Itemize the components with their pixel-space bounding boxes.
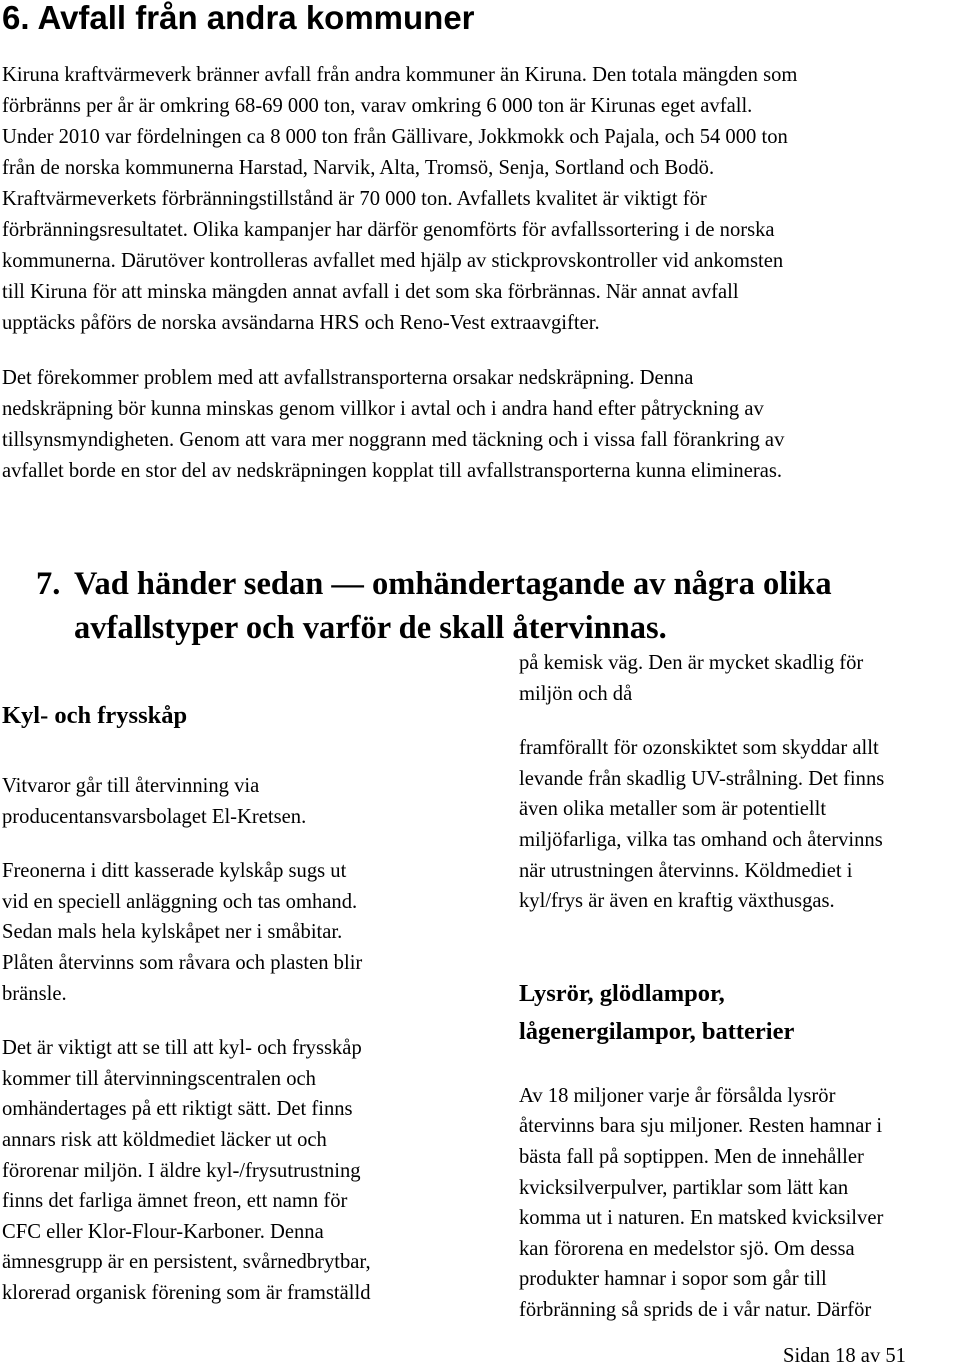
section-6-paragraph-2 <box>2 363 958 487</box>
text-line: Lysrör, glödlampor, <box>519 979 725 1007</box>
text-line: bästa fall på soptippen. Men de innehåller <box>519 1145 864 1168</box>
text-line: förbränns per år är omkring 68-69 000 ton, varav omkring 6 000 ton är Kirunas eget avfall. <box>2 95 753 117</box>
fridge-freezer-heading: Kyl- och frysskåp <box>2 702 188 729</box>
text-line: produkter hamnar i sopor som går till <box>519 1268 827 1291</box>
text-line: ämnesgrupp är en persistent, svårnedbrytbar, <box>2 1251 371 1274</box>
text-line: förbränningsresultatet. Olika kampanjer har därför genomförts för avfallssortering i de norska <box>2 219 775 241</box>
right-paragraph-2 <box>519 733 960 917</box>
text-line: avfallet borde en stor del av nedskräpningen kopplat till avfallstransporterna kunna elimineras. <box>2 460 783 482</box>
text-line: omhändertages på ett riktigt sätt. Det finns <box>2 1098 353 1121</box>
text-line: på kemisk väg. Den är mycket skadlig för <box>519 652 864 674</box>
right-column <box>519 648 960 1326</box>
text-line: miljön och då <box>519 682 633 705</box>
text-line: förbränning så sprids de i vår natur. Därför <box>519 1298 872 1321</box>
section-7-number: 7. <box>36 566 61 602</box>
text-line: vid en speciell anläggning och tas omhand. <box>2 890 358 913</box>
text-line: till Kiruna för att minska mängden annat avfall i det som ska förbrännas. När annat avfall <box>2 281 739 303</box>
text-line: återvinns bara sju miljoner. Resten hamnar i <box>519 1115 883 1138</box>
text-line: kommer till återvinningscentralen och <box>2 1067 316 1090</box>
text-line: Kiruna kraftvärmeverk bränner avfall från andra kommuner än Kiruna. Den totala mängden som <box>2 64 798 86</box>
text-line: förorenar miljön. I äldre kyl-/frysutrustning <box>2 1159 361 1182</box>
text-line: tillsynsmyndigheten. Genom att vara mer noggrann med täckning och i vissa fall förankring av <box>2 429 785 451</box>
text-line: Vitvaror går till återvinning via <box>2 775 260 797</box>
text-line: upptäcks påförs de norska avsändarna HRS och Reno-Vest extraavgifter. <box>2 312 600 334</box>
page-number: Sidan 18 av 51 <box>783 1345 906 1367</box>
text-line: komma ut i naturen. En matsked kvicksilver <box>519 1207 884 1230</box>
section-6-title: 6. Avfall från andra kommuner <box>2 0 475 36</box>
text-line: Av 18 miljoner varje år försålda lysrör <box>519 1084 836 1107</box>
fridge-paragraph-1 <box>2 771 452 832</box>
text-line: levande från skadlig UV-strålning. Det finns <box>519 767 885 790</box>
text-line: framförallt för ozonskiktet som skyddar allt <box>519 737 879 760</box>
text-line: bränsle. <box>2 982 67 1005</box>
text-line: annars risk att köldmediet läcker ut och <box>2 1128 327 1151</box>
text-line: kvicksilverpulver, partiklar som lätt kan <box>519 1176 849 1199</box>
text-line: från de norska kommunerna Harstad, Narvik, Alta, Tromsö, Senja, Sortland och Bodö. <box>2 157 715 179</box>
section-7-title <box>36 562 956 650</box>
text-line: Sedan mals hela kylskåpet ner i småbitar. <box>2 921 343 944</box>
text-line: även olika metaller som är potentiellt <box>519 798 827 821</box>
text-line: Det förekommer problem med att avfallstransporterna orsakar nedskräpning. Denna <box>2 367 694 389</box>
fridge-paragraph-2 <box>2 856 452 1009</box>
section-7-title-line-1: Vad händer sedan — omhändertagande av några olika <box>74 566 832 602</box>
text-line: kyl/frys är även en kraftig växthusgas. <box>519 890 835 913</box>
text-line: miljöfarliga, vilka tas omhand och återvinns <box>519 828 883 851</box>
text-line: lågenergilampor, batterier <box>519 1017 795 1045</box>
text-line: Det är viktigt att se till att kyl- och frysskåp <box>2 1037 362 1060</box>
text-line: producentansvarsbolaget El-Kretsen. <box>2 805 307 828</box>
text-line: klorerad organisk förening som är framställd <box>2 1281 371 1304</box>
left-column <box>2 697 452 1309</box>
lamps-batteries-heading <box>519 975 960 1051</box>
right-paragraph-1 <box>519 648 960 709</box>
lamps-paragraph <box>519 1081 960 1326</box>
section-7-title-line-2: avfallstyper och varför de skall återvinnas. <box>74 610 667 646</box>
text-line: nedskräpning bör kunna minskas genom villkor i avtal och i andra hand efter påtryckning av <box>2 398 764 420</box>
text-line: när utrustningen återvinns. Köldmediet i <box>519 859 853 882</box>
text-line: Kraftvärmeverkets förbränningstillstånd är 70 000 ton. Avfallets kvalitet är viktigt för <box>2 188 707 210</box>
text-line: Plåten återvinns som råvara och plasten blir <box>2 951 363 974</box>
section-6-body <box>2 60 958 487</box>
section-6-paragraph-1 <box>2 60 958 339</box>
text-line: kommunerna. Därutöver kontrolleras avfallet med hjälp av stickprovskontroller vid ankomsten <box>2 250 784 272</box>
text-line: finns det farliga ämnet freon, ett namn för <box>2 1190 348 1213</box>
text-line: Under 2010 var fördelningen ca 8 000 ton från Gällivare, Jokkmokk och Pajala, och 54 000 ton <box>2 126 788 148</box>
text-line: kan förorena en medelstor sjö. Om dessa <box>519 1237 855 1260</box>
fridge-paragraph-3 <box>2 1033 452 1308</box>
text-line: Freonerna i ditt kasserade kylskåp sugs ut <box>2 860 347 883</box>
text-line: CFC eller Klor-Flour-Karboner. Denna <box>2 1220 324 1243</box>
